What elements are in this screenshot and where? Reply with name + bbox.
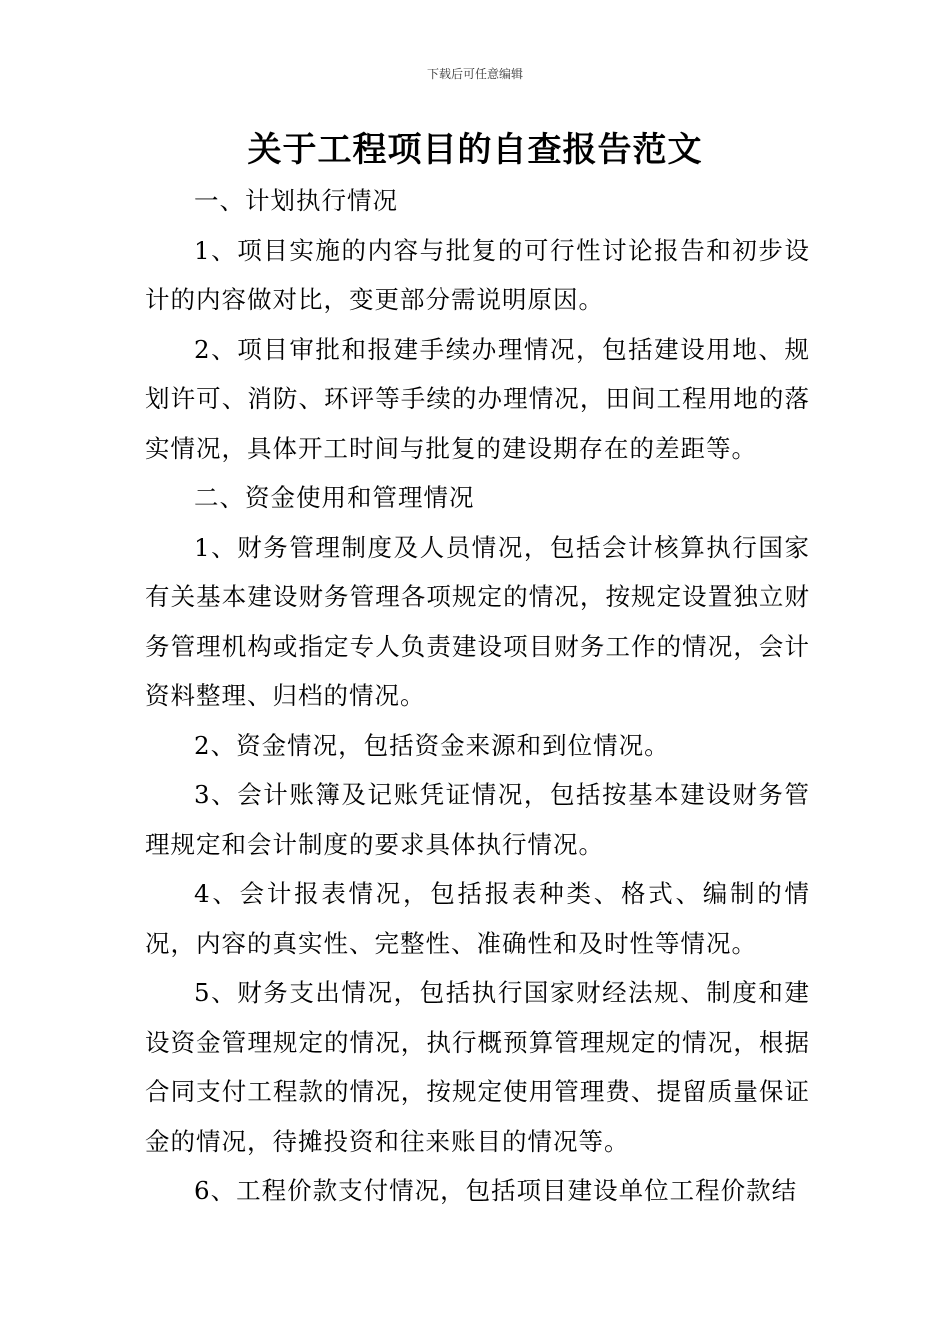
section-heading-funds: 二、资金使用和管理情况: [194, 483, 475, 512]
paragraph-funds-5: 5、财务支出情况，包括执行国家财经法规、制度和建设资金管理规定的情况，执行概预算管理规定的情况，根据合同支付工程款的情况，按规定使用管理费、提留质量保证金的情况，待摊投资和往来账目的情况等。: [145, 978, 810, 1156]
header-note: 下载后可任意编辑: [426, 67, 523, 81]
section-heading-plan: 一、计划执行情况: [194, 186, 398, 215]
paragraph-funds-2: 2、资金情况，包括资金来源和到位情况。: [194, 730, 670, 760]
paragraph-plan-1: 1、项目实施的内容与批复的可行性讨论报告和初步设计的内容做对比，变更部分需说明原因。: [145, 235, 810, 314]
document-body: [145, 176, 810, 1216]
paragraph-funds-6: 6、工程价款支付情况，包括项目建设单位工程价款结: [194, 1176, 798, 1205]
paragraph-funds-1: 1、财务管理制度及人员情况，包括会计核算执行国家有关基本建设财务管理各项规定的情况，按规定设置独立财务管理机构或指定专人负责建设项目财务工作的情况，会计资料整理、归档的情况。: [145, 532, 810, 710]
paragraph-funds-4: 4、会计报表情况，包括报表种类、格式、编制的情况，内容的真实性、完整性、准确性和及时性等情况。: [145, 879, 810, 958]
paragraph-funds-3: 3、会计账簿及记账凭证情况，包括按基本建设财务管理规定和会计制度的要求具体执行情况。: [145, 780, 810, 859]
paragraph-plan-2: 2、项目审批和报建手续办理情况，包括建设用地、规划许可、消防、环评等手续的办理情况，田间工程用地的落实情况，具体开工时间与批复的建设期存在的差距等。: [145, 334, 810, 463]
document-title: 关于工程项目的自查报告范文: [247, 130, 703, 170]
